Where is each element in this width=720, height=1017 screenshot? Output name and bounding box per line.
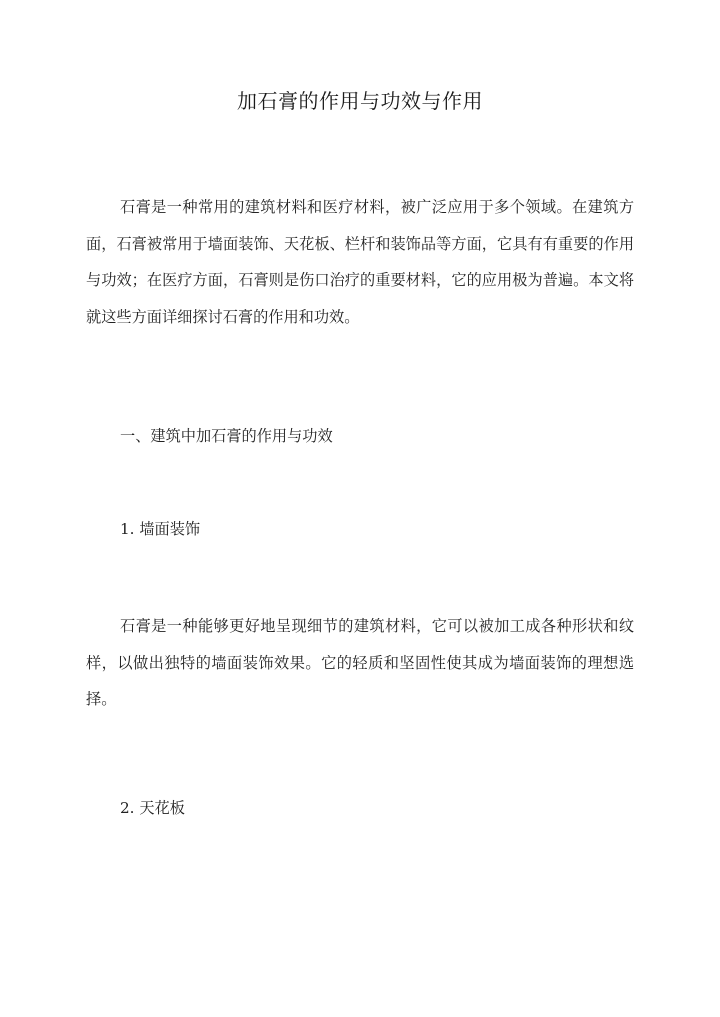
intro-paragraph: 石膏是一种常用的建筑材料和医疗材料，被广泛应用于多个领域。在建筑方面，石膏被常用于墙面装饰、天花板、栏杆和装饰品等方面，它具有有重要的作用与功效；在医疗方面，石膏则是伤口治疗的重要材料，它的应用极为普遍。本文将就这些方面详细探讨石膏的作用和功效。 xyxy=(86,198,634,326)
wall-decoration-paragraph: 石膏是一种能够更好地呈现细节的建筑材料，它可以被加工成各种形状和纹样，以做出独特的墙面装饰效果。它的轻质和坚固性使其成为墙面装饰的理想选择。 xyxy=(86,617,634,708)
subsection-heading-ceiling: 2. 天花板 xyxy=(120,799,185,817)
subsection-heading-wall-decoration: 1. 墙面装饰 xyxy=(120,520,201,538)
document-title: 加石膏的作用与功效与作用 xyxy=(237,89,483,113)
section-heading: 一、建筑中加石膏的作用与功效 xyxy=(120,427,333,445)
